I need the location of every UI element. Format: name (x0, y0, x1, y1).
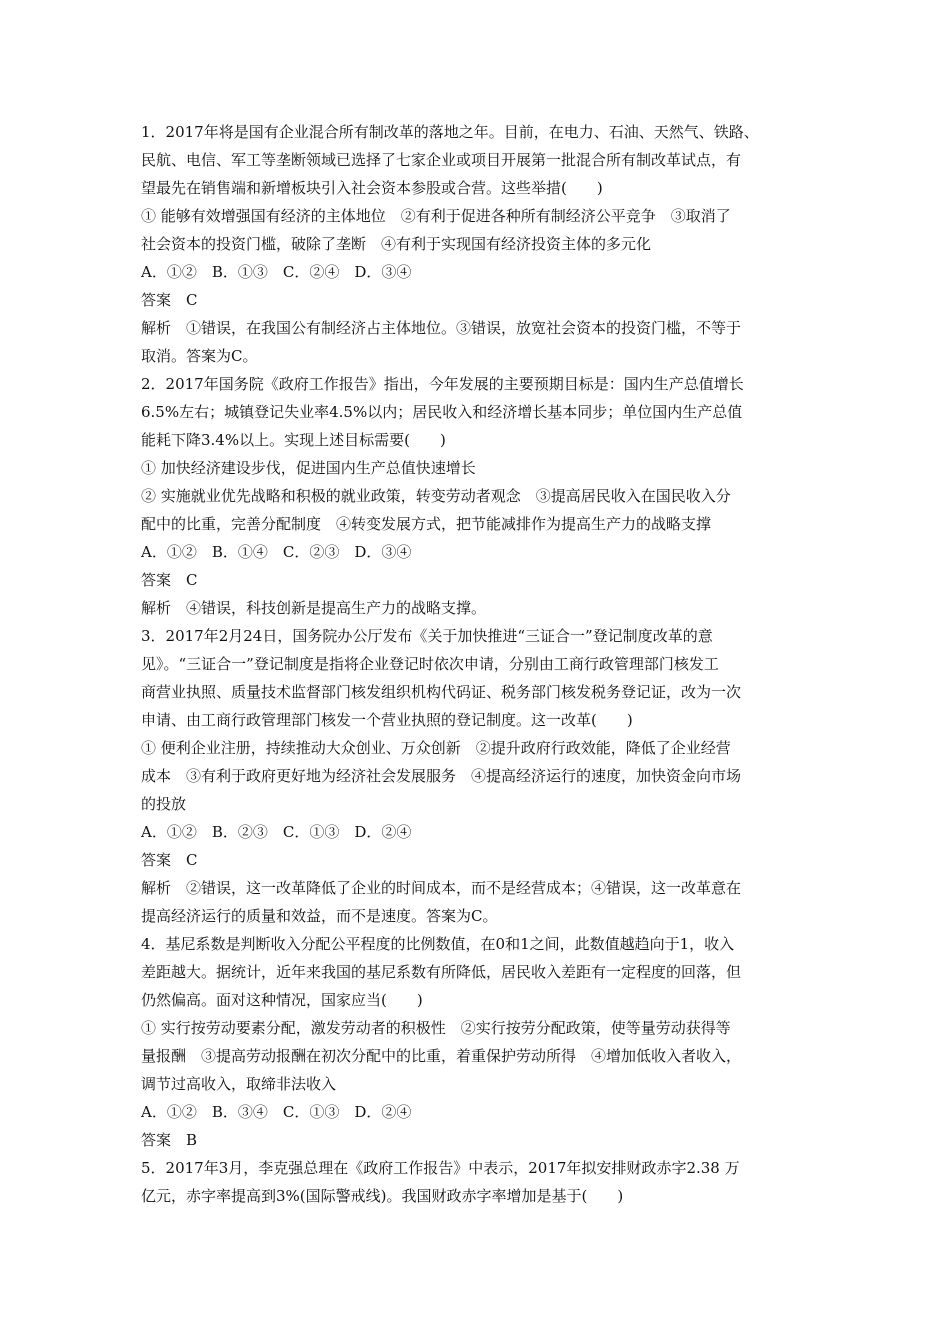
q4-statements-1: ① 实行按劳动要素分配，激发劳动者的积极性 ②实行按劳分配政策，使等量劳动获得等 (141, 1019, 731, 1037)
q3-statements-3: 的投放 (141, 795, 187, 813)
q2-statements-2: ② 实施就业优先战略和积极的就业政策，转变劳动者观念 ③提高居民收入在国民收入分 (141, 487, 731, 505)
q3-line-2: 见》。“三证合一”登记制度是指将企业登记时依次申请，分别由工商行政管理部门核发工 (141, 655, 719, 673)
q1-choices: A．①② B．①③ C．②④ D．③④ (141, 263, 412, 281)
q3-line-1: 3．2017年2月24日，国务院办公厅发布《关于加快推进“三证合一”登记制度改革的意 (141, 627, 713, 645)
q1-statements-2: 社会资本的投资门槛，破除了垄断 ④有利于实现国有经济投资主体的多元化 (141, 235, 652, 253)
q2-line-1: 2．2017年国务院《政府工作报告》指出，今年发展的主要预期目标是：国内生产总值增长 (141, 375, 744, 393)
q2-statements-3: 配中的比重，完善分配制度 ④转变发展方式，把节能减排作为提高生产力的战略支撑 (141, 515, 712, 533)
q3-answer: 答案 C (141, 851, 198, 869)
q3-analysis-1: 解析 ②错误，这一改革降低了企业的时间成本，而不是经营成本；④错误，这一改革意在 (141, 879, 742, 897)
q4-line-1: 4．基尼系数是判断收入分配公平程度的比例数值，在0和1之间，此数值越趋向于1，收入 (141, 935, 735, 953)
q1-line-3: 望最先在销售端和新增板块引入社会资本参股或合营。这些举措( ) (141, 179, 603, 197)
q2-line-3: 能耗下降3.4%以上。实现上述目标需要( ) (141, 431, 446, 449)
q2-statements-1: ① 加快经济建设步伐，促进国内生产总值快速增长 (141, 459, 476, 477)
q4-choices: A．①② B．③④ C．①③ D．②④ (141, 1103, 412, 1121)
q2-line-2: 6.5%左右；城镇登记失业率4.5%以内；居民收入和经济增长基本同步；单位国内生产总值 (141, 403, 743, 421)
q3-choices: A．①② B．②③ C．①③ D．②④ (141, 823, 412, 841)
q1-analysis-1: 解析 ①错误，在我国公有制经济占主体地位。③错误，放宽社会资本的投资门槛，不等于 (141, 319, 742, 337)
q1-analysis-2: 取消。答案为C。 (141, 347, 258, 365)
q1-line-1: 1．2017年将是国有企业混合所有制改革的落地之年。目前，在电力、石油、天然气、铁路、 (141, 123, 759, 141)
q1-answer: 答案 C (141, 291, 198, 309)
q3-analysis-2: 提高经济运行的质量和效益，而不是速度。答案为C。 (141, 907, 498, 925)
q3-statements-1: ① 便利企业注册，持续推动大众创业、万众创新 ②提升政府行政效能，降低了企业经营 (141, 739, 731, 757)
q3-line-3: 商营业执照、质量技术监督部门核发组织机构代码证、税务部门核发税务登记证，改为一次 (141, 683, 742, 701)
q4-answer: 答案 B (141, 1131, 198, 1149)
q3-line-4: 申请、由工商行政管理部门核发一个营业执照的登记制度。这一改革( ) (141, 711, 633, 729)
q4-line-2: 差距越大。据统计，近年来我国的基尼系数有所降低，居民收入差距有一定程度的回落，但 (141, 963, 742, 981)
q2-answer: 答案 C (141, 571, 198, 589)
q1-statements-1: ① 能够有效增强国有经济的主体地位 ②有利于促进各种所有制经济公平竞争 ③取消了 (141, 207, 731, 225)
q5-line-2: 亿元，赤字率提高到3%(国际警戒线)。我国财政赤字率增加是基于( ) (141, 1187, 624, 1205)
q4-statements-3: 调节过高收入，取缔非法收入 (141, 1075, 337, 1093)
q4-statements-2: 量报酬 ③提高劳动报酬在初次分配中的比重，着重保护劳动所得 ④增加低收入者收入， (141, 1047, 742, 1065)
q2-analysis: 解析 ④错误，科技创新是提高生产力的战略支撑。 (141, 599, 487, 617)
q1-line-2: 民航、电信、军工等垄断领域已选择了七家企业或项目开展第一批混合所有制改革试点，有 (141, 151, 742, 169)
q5-line-1: 5．2017年3月，李克强总理在《政府工作报告》中表示，2017年拟安排财政赤字2.38 万 (141, 1159, 740, 1177)
q3-statements-2: 成本 ③有利于政府更好地为经济社会发展服务 ④提高经济运行的速度，加快资金向市场 (141, 767, 742, 785)
document-body (141, 118, 817, 1210)
q4-line-3: 仍然偏高。面对这种情况，国家应当( ) (141, 991, 423, 1009)
q2-choices: A．①② B．①④ C．②③ D．③④ (141, 543, 412, 561)
